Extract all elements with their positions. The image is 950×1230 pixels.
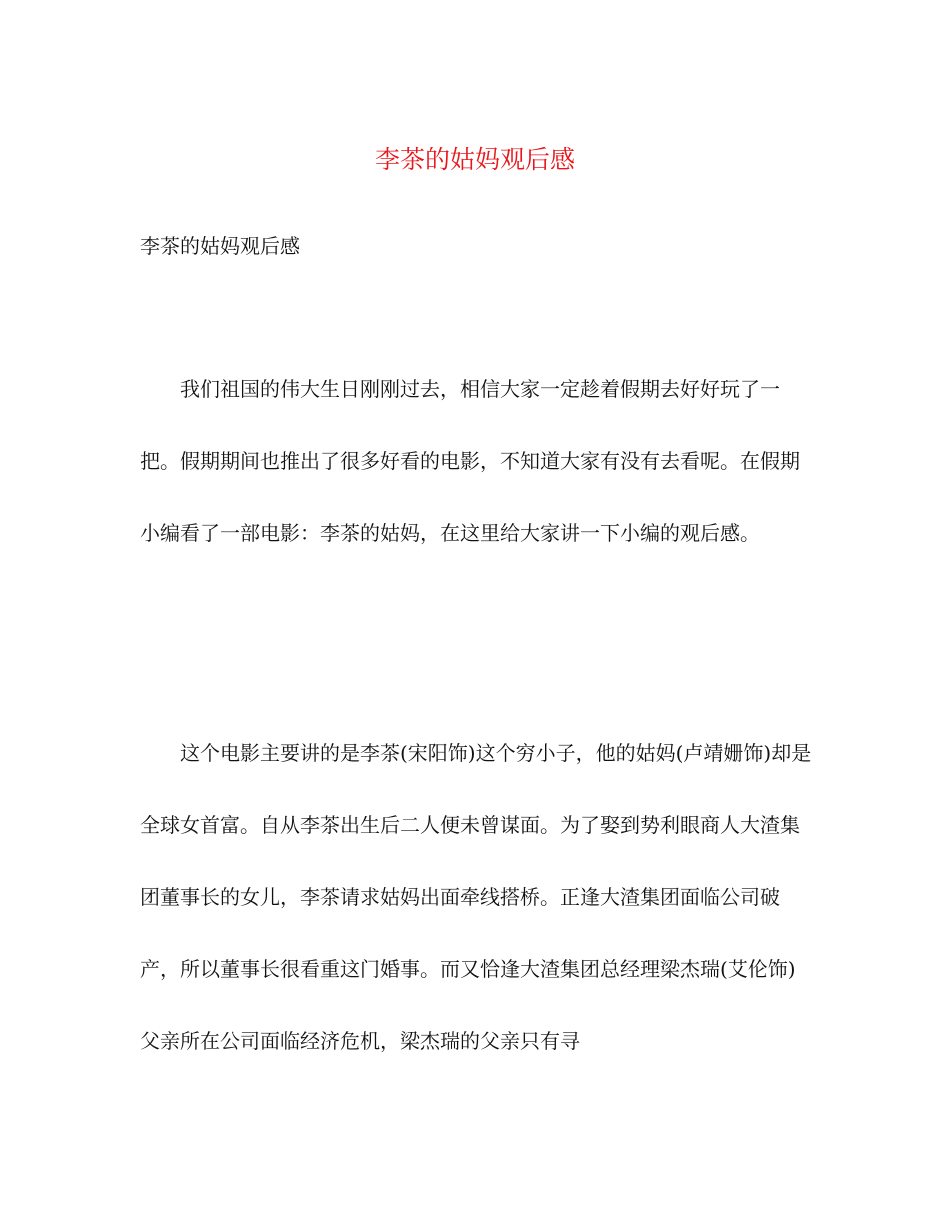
document-title: 李茶的姑妈观后感	[374, 145, 575, 174]
body-paragraph-2: 这个电影主要讲的是李茶(宋阳饰)这个穷小子，他的姑妈(卢靖姗饰)却是全球女首富。自从李茶出生后二人便未曾谋面。为了娶到势利眼商人大渣集团董事长的女儿，李茶请求姑妈出面牵线搭桥。正逢大渣集团面临公司破产，所以董事长很看重这门婚事。而又恰逢大渣集团总经理梁杰瑞(艾伦饰)父亲所在公司面临经济危机，梁杰瑞的父亲只有寻	[140, 741, 812, 1053]
body-paragraph-1: 我们祖国的伟大生日刚刚过去，相信大家一定趁着假期去好好玩了一把。假期期间也推出了很多好看的电影，不知道大家有没有去看呢。在假期小编看了一部电影：李茶的姑妈，在这里给大家讲一下小编的观后感。	[140, 377, 800, 545]
document-subtitle: 李茶的姑妈观后感	[140, 234, 300, 258]
